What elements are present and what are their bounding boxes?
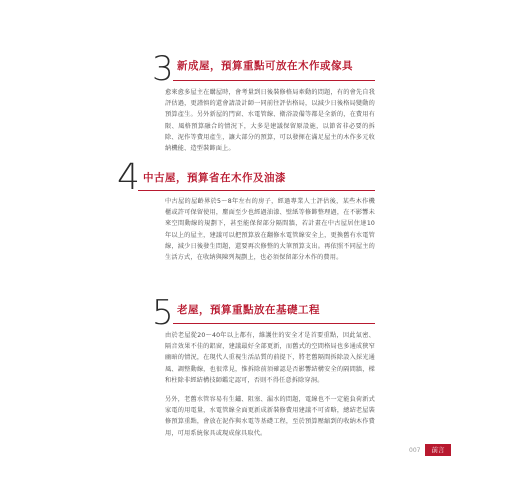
section-paragraph: 中古屋的屋齡界於5～8年左右的房子，經過專業人士評估後，某些木作機櫃或許可保留使用，塵面至少也經過油漆、壁紙等修飾整理過，在不影響未來空間動線的規劃下，甚至能保留部分隔間牆，若計畫在中古屋居住達10年以上的屋主，建議可以把預算放在翻修水電管線安全上，更換舊有水電管線，減少日後發生問題，還要再次修整的大筆預算支出。再依照不同屋主的生活方式，在收納與陳列規劃上，也必須保留部分木作的費用。	[165, 198, 375, 262]
chapter-tab: 前言	[425, 444, 451, 456]
section-number: 3	[152, 49, 174, 89]
section-number: 5	[152, 293, 174, 333]
section-divider	[173, 323, 375, 324]
page-number: 007	[409, 447, 421, 454]
section-divider	[138, 190, 375, 191]
section-divider	[173, 80, 375, 81]
section-title: 老屋，預算重點放在基礎工程	[177, 304, 320, 316]
section-title: 中古屋，預算省在木作及油漆	[143, 172, 286, 184]
section-number: 4	[117, 157, 140, 198]
section-paragraph: 愈來愈多屋主在購屋時，會考量到日後裝修格局牽動的問題，有的會先自我評估過，更謹慎的還會請設計師一同前往評估格局，以減少日後格局變動的預算產生。另外新屋的門窗、水電管線、衛浴設備等都是全新的，在費用有限、風格預算融合的情況下，大多是建議保留原設施，以節省非必要的拆除、泥作等費用產生，讓大部分的預算，可以發揮在滿足屋主的木作多元收納機能、造型裝飾面上。	[165, 89, 375, 153]
section-paragraph: 由於老屋從20～40年以上都有，維護住的安全才是首要重點，因此氣密、隔音效果不佳的鋁窗，建議最好全部更新，而舊式的空間格局也多通成狹窄幽暗的情況，在現代人重視生活品質的前提下，將老舊隔間拆除設入採光通風、調整動線，也很常見，惟拆除前須確認是否影響結構安全的隔間牆，樑和柱除非經結構技師鑑定認可，否則不得任意拆除穿洞。	[165, 332, 375, 384]
section-title: 新成屋，預算重點可放在木作或傢具	[177, 60, 353, 72]
section-paragraph: 另外，老舊水管容易有生鏽、阻塞、漏水的問題，電線也不一定能負荷新式家電的用電量，水電管線全面更新成新裝修費用建議不可省略，總結老屋裝修預算重點，會放在泥作與水電等基礎工程，至於預算壓縮到的收納木作費用，可用系統傢具或現成傢具取代。	[165, 396, 375, 437]
